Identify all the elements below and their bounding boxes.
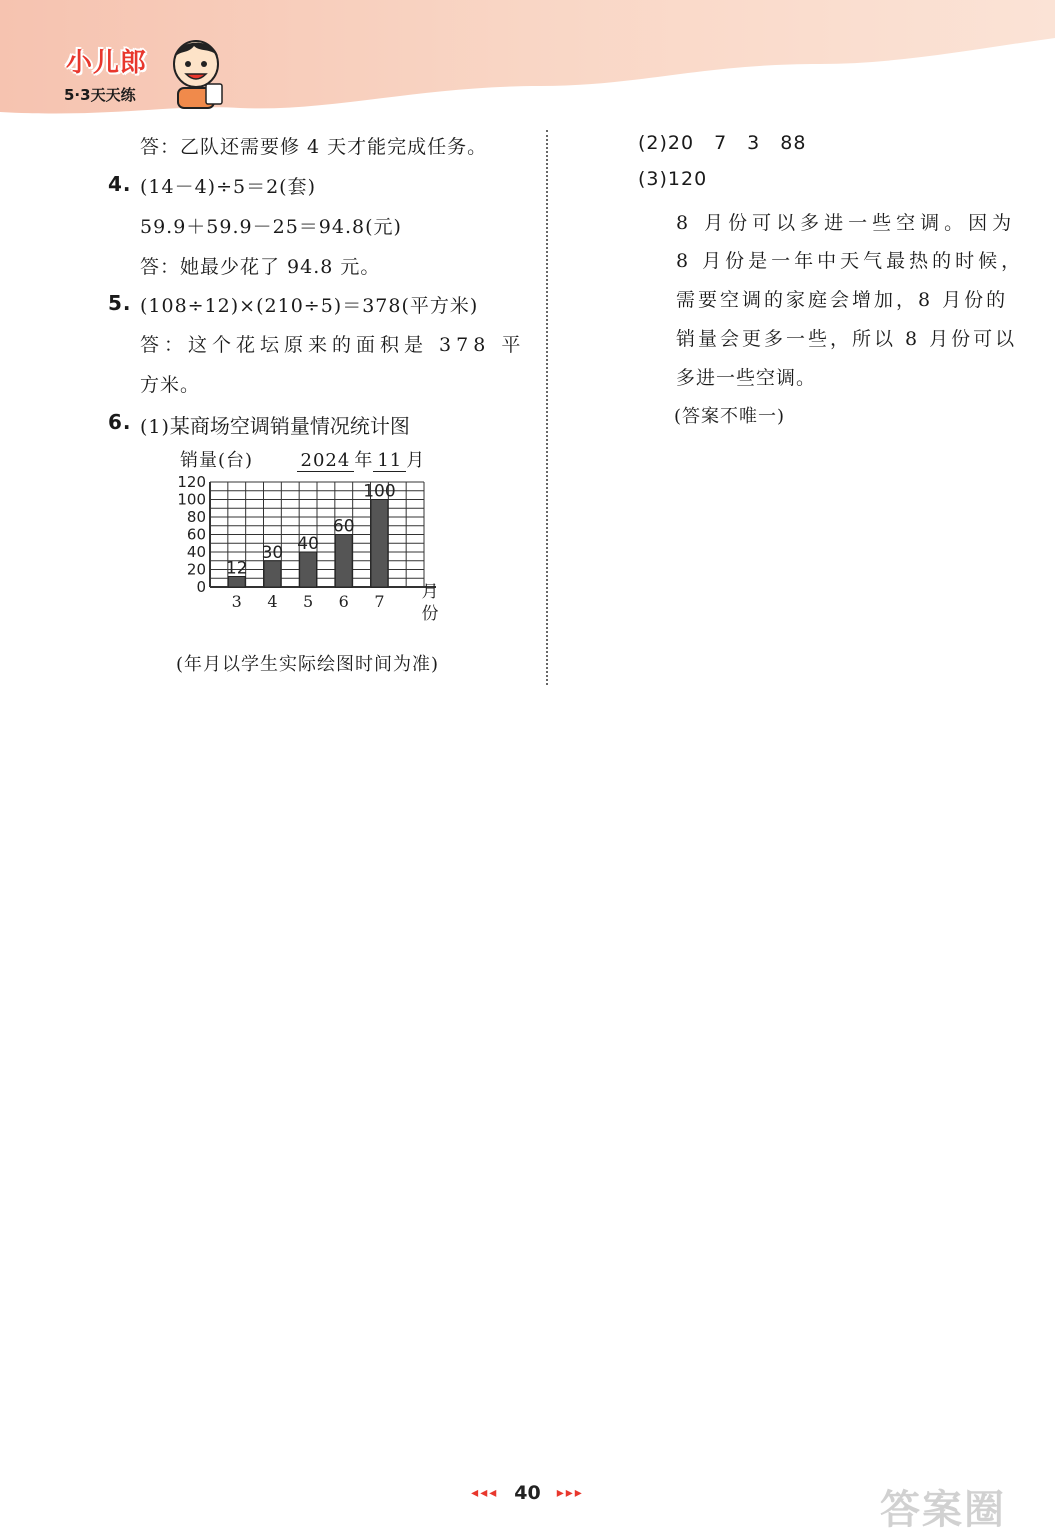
y-tick-label: 40 bbox=[186, 543, 206, 561]
header-band bbox=[0, 0, 1055, 130]
part3-answer: (3)120 bbox=[638, 168, 708, 190]
prev-arrows-icon: ◂◂◂ bbox=[471, 1485, 499, 1501]
page-number: 40 bbox=[514, 1482, 541, 1504]
bar-7 bbox=[371, 500, 388, 588]
part3-para-line4: 销量会更多一些，所以 8 月份可以 bbox=[676, 328, 1018, 350]
bar-value-label: 100 bbox=[363, 481, 396, 502]
brand-logo bbox=[58, 34, 228, 114]
part3-para-line1: 8 月份可以多进一些空调。因为 bbox=[676, 212, 1017, 234]
q6-number: 6. bbox=[108, 410, 132, 434]
brand-subtitle: 5·3天天练 bbox=[64, 86, 136, 104]
chart-date-year: 2024 bbox=[297, 450, 355, 472]
bar-4 bbox=[264, 561, 281, 587]
q4-line2: 59.9＋59.9－25＝94.8(元) bbox=[140, 216, 402, 238]
bar-value-label: 40 bbox=[297, 534, 319, 554]
q6-note: (年月以学生实际绘图时间为准) bbox=[176, 654, 440, 675]
q5-number: 5. bbox=[108, 291, 132, 315]
chart-date-year-suffix: 年 bbox=[354, 450, 374, 471]
x-tick-label: 5 bbox=[302, 592, 314, 611]
q6-part1 bbox=[140, 410, 410, 439]
y-tick-label: 100 bbox=[177, 490, 206, 509]
brand-title: 小儿郎 bbox=[66, 48, 148, 78]
q4-answer: 答：她最少花了 94.8 元。 bbox=[140, 256, 381, 278]
chart-header-row bbox=[180, 446, 425, 472]
y-tick-label: 80 bbox=[186, 508, 206, 526]
y-tick-label: 60 bbox=[186, 525, 206, 544]
part3-para-line3: 需要空调的家庭会增加，8 月份的 bbox=[676, 289, 1009, 311]
chart-ylabel: 销量(台) bbox=[180, 450, 254, 471]
right-note: (答案不唯一) bbox=[674, 406, 786, 427]
x-tick-label: 6 bbox=[338, 592, 349, 611]
mascot-boy-icon bbox=[166, 36, 228, 110]
y-tick-label: 20 bbox=[186, 560, 206, 579]
x-tick-label: 4 bbox=[267, 592, 278, 611]
x-axis-label: 份 bbox=[421, 604, 439, 624]
chart-date-month: 11 bbox=[373, 450, 406, 472]
q6-part1-label: (1) bbox=[140, 416, 170, 438]
x-axis-label: 月 bbox=[421, 582, 439, 602]
x-tick-label: 7 bbox=[374, 592, 385, 611]
bar-value-label: 12 bbox=[225, 558, 248, 579]
bar-value-label: 30 bbox=[261, 542, 284, 563]
q3-answer-tail: 答：乙队还需要修 4 天才能完成任务。 bbox=[140, 136, 488, 158]
part3-para-line5: 多进一些空调。 bbox=[676, 367, 817, 389]
q5-line1: (108÷12)×(210÷5)＝378(平方米) bbox=[140, 295, 479, 317]
bar-chart bbox=[170, 470, 460, 640]
part2-answers: (2)20 7 3 88 bbox=[638, 132, 807, 154]
bar-5 bbox=[300, 552, 317, 587]
column-divider bbox=[546, 130, 548, 685]
part3-para-line2: 8 月份是一年中天气最热的时候， bbox=[676, 250, 1025, 272]
q5-answer-b: 方米。 bbox=[140, 374, 201, 396]
bar-6 bbox=[335, 535, 352, 588]
q4-number: 4. bbox=[108, 172, 132, 196]
y-tick-label: 120 bbox=[177, 473, 206, 491]
bar-value-label: 60 bbox=[332, 516, 355, 537]
watermark: 答案圈 bbox=[880, 1487, 1006, 1533]
next-arrows-icon: ▸▸▸ bbox=[556, 1485, 584, 1501]
q5-answer-a: 答：这个花坛原来的面积是 378 平 bbox=[140, 334, 526, 356]
x-tick-label: 3 bbox=[231, 592, 242, 611]
y-tick-label: 0 bbox=[196, 578, 206, 596]
chart-date-month-suffix: 月 bbox=[406, 450, 426, 471]
q4-line1: (14－4)÷5＝2(套) bbox=[140, 176, 317, 198]
chart-title: 某商场空调销量情况统计图 bbox=[169, 414, 410, 438]
